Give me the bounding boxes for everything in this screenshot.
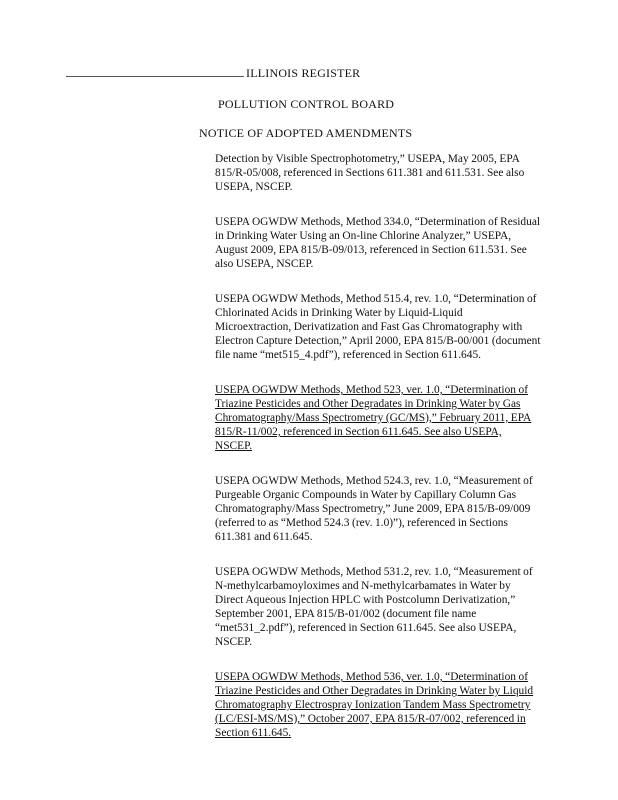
notice-title: NOTICE OF ADOPTED AMENDMENTS (199, 126, 413, 140)
reference-entry-2: USEPA OGWDW Methods, Method 334.0, “Determination of Residual in Drinking Water Using an On-line Chlorine Analyzer,” USEPA, August 2009, EPA 815/B-09/013, referenced in Section 611.531. See also USEPA, NSCEP. (215, 216, 541, 270)
reference-entry-5: USEPA OGWDW Methods, Method 524.3, rev. 1.0, “Measurement of Purgeable Organic Compounds in Water by Capillary Column Gas Chromatography/Mass Spectrometry,” June 2009, EPA 815/B-09/009 (referred to as “Method 524.3 (rev. 1.0)”), referenced in Sections 611.381 and 611.645. (215, 475, 533, 543)
header-rule (66, 76, 244, 77)
reference-entry-1: Detection by Visible Spectrophotometry,” USEPA, May 2005, EPA 815/R-05/008, referenced in Sections 611.381 and 611.531. See also USEPA, NSCEP. (215, 153, 525, 193)
reference-entry-6: USEPA OGWDW Methods, Method 531.2, rev. 1.0, “Measurement of N-methylcarbamoyloximes and N-methylcarbamates in Water by Direct Aqueous Injection HPLC with Postcolumn Derivatization,” September 2001, EPA 815/B-01/002 (document file name “met531_2.pdf”), referenced in Section 611.645. See also USEPA, NSCEP. (215, 566, 533, 648)
board-title: POLLUTION CONTROL BOARD (218, 97, 395, 111)
reference-entry-3: USEPA OGWDW Methods, Method 515.4, rev. 1.0, “Determination of Chlorinated Acids in Drinking Water by Liquid-Liquid Microextraction, Derivatization and Fast Gas Chromatography with Electron Capture Detection,” April 2000, EPA 815/B-00/001 (document file name “met515_4.pdf”), referenced in Section 611.645. (215, 293, 541, 361)
document-body (215, 152, 541, 761)
reference-entry-7-added: USEPA OGWDW Methods, Method 536, ver. 1.0, “Determination of Triazine Pesticides and Other Degradates in Drinking Water by Liquid Chromatography Electrospray Ionization Tandem Mass Spectrometry (LC/ESI-MS/MS),” October 2007, EPA 815/R-07/002, referenced in Section 611.645. (215, 671, 534, 739)
reference-entry-4-added: USEPA OGWDW Methods, Method 523, ver. 1.0, “Determination of Triazine Pesticides and Other Degradates in Drinking Water by Gas Chromatography/Mass Spectrometry (GC/MS),” February 2011, EPA 815/R-11/002, referenced in Section 611.645. See also USEPA, NSCEP. (215, 384, 532, 452)
register-title: ILLINOIS REGISTER (246, 66, 361, 80)
